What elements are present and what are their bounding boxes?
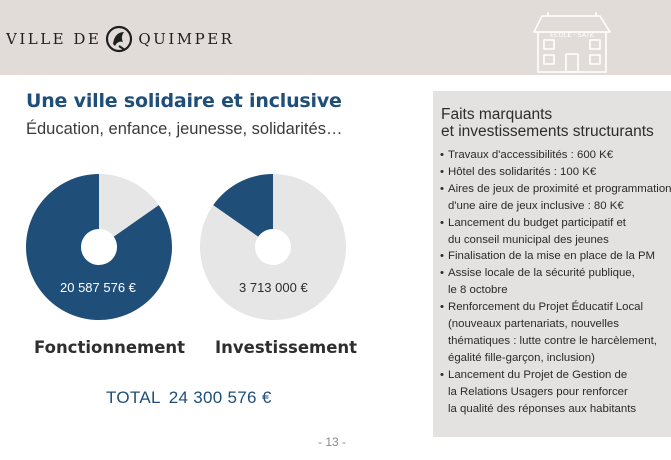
highlight-item-text: • Assise locale de la sécurité publique, bbox=[440, 265, 671, 282]
highlight-item bbox=[440, 265, 671, 299]
budget-charts bbox=[0, 160, 420, 420]
highlight-item bbox=[440, 367, 671, 418]
highlight-item-text: la qualité des réponses aux habitants bbox=[448, 402, 637, 415]
page-header bbox=[0, 0, 671, 75]
highlight-item-text: • Lancement du Projet de Gestion de bbox=[440, 367, 671, 384]
total-amount: 24 300 576 € bbox=[168, 388, 272, 407]
school-sign-text: ÉCOLE · SATK bbox=[549, 31, 595, 39]
highlight-item bbox=[440, 147, 671, 164]
fonctionnement-donut-chart bbox=[25, 173, 173, 321]
panel-title-line: Faits marquants bbox=[441, 106, 553, 123]
investissement-amount: 3 713 000 € bbox=[239, 280, 308, 295]
highlight-item-text: • Lancement du budget participatif et bbox=[440, 215, 671, 232]
fonctionnement-amount: 20 587 576 € bbox=[60, 280, 136, 295]
highlight-item-text: du conseil municipal des jeunes bbox=[448, 233, 609, 246]
logo-text-left: VILLE DE bbox=[6, 30, 102, 48]
highlight-item-text: le 8 octobre bbox=[448, 284, 508, 297]
highlight-item-text: la Relations Usagers pour renforcer bbox=[448, 385, 628, 398]
highlight-item-text: d'une aire de jeux inclusive : 80 K€ bbox=[448, 199, 624, 212]
fonctionnement-caption: Fonctionnement bbox=[34, 338, 186, 357]
page-subtitle: Éducation, enfance, jeunesse, solidarités… bbox=[26, 120, 343, 138]
panel-title bbox=[441, 106, 654, 140]
investissement-caption: Investissement bbox=[215, 338, 358, 357]
city-logo bbox=[6, 24, 234, 54]
highlight-item-text: (nouveaux partenariats, nouvelles bbox=[448, 318, 619, 331]
page-title: Une ville solidaire et inclusive bbox=[26, 90, 342, 112]
highlight-item-text: • Aires de jeux de proximité et programmation bbox=[440, 181, 671, 198]
logo-text-right: QUIMPER bbox=[138, 30, 235, 48]
highlight-item-text: • Finalisation de la mise en place de la PM bbox=[440, 248, 671, 265]
school-building-icon bbox=[528, 10, 614, 74]
highlight-item-text: thématiques : lutte contre le harcèlement, bbox=[448, 334, 657, 347]
highlight-item bbox=[440, 299, 671, 367]
highlight-item-text: • Renforcement du Projet Éducatif Local bbox=[440, 299, 671, 316]
highlights-panel bbox=[433, 91, 671, 437]
highlight-item bbox=[440, 181, 671, 215]
highlight-item-text: • Hôtel des solidarités : 100 K€ bbox=[440, 164, 671, 181]
quimper-emblem-icon bbox=[104, 24, 134, 54]
page-number: - 13 - bbox=[318, 435, 347, 449]
investissement-donut-chart bbox=[199, 173, 347, 321]
highlight-item-text: • Travaux d'accessibilités : 600 K€ bbox=[440, 147, 671, 164]
total-budget bbox=[106, 388, 272, 408]
highlights-list bbox=[440, 147, 671, 418]
highlight-item bbox=[440, 164, 671, 181]
total-label: TOTAL bbox=[106, 388, 161, 407]
highlight-item bbox=[440, 215, 671, 249]
highlight-item-text: égalité fille-garçon, inclusion) bbox=[448, 351, 595, 364]
highlight-item bbox=[440, 248, 671, 265]
panel-title-line: et investissements structurants bbox=[441, 123, 654, 140]
